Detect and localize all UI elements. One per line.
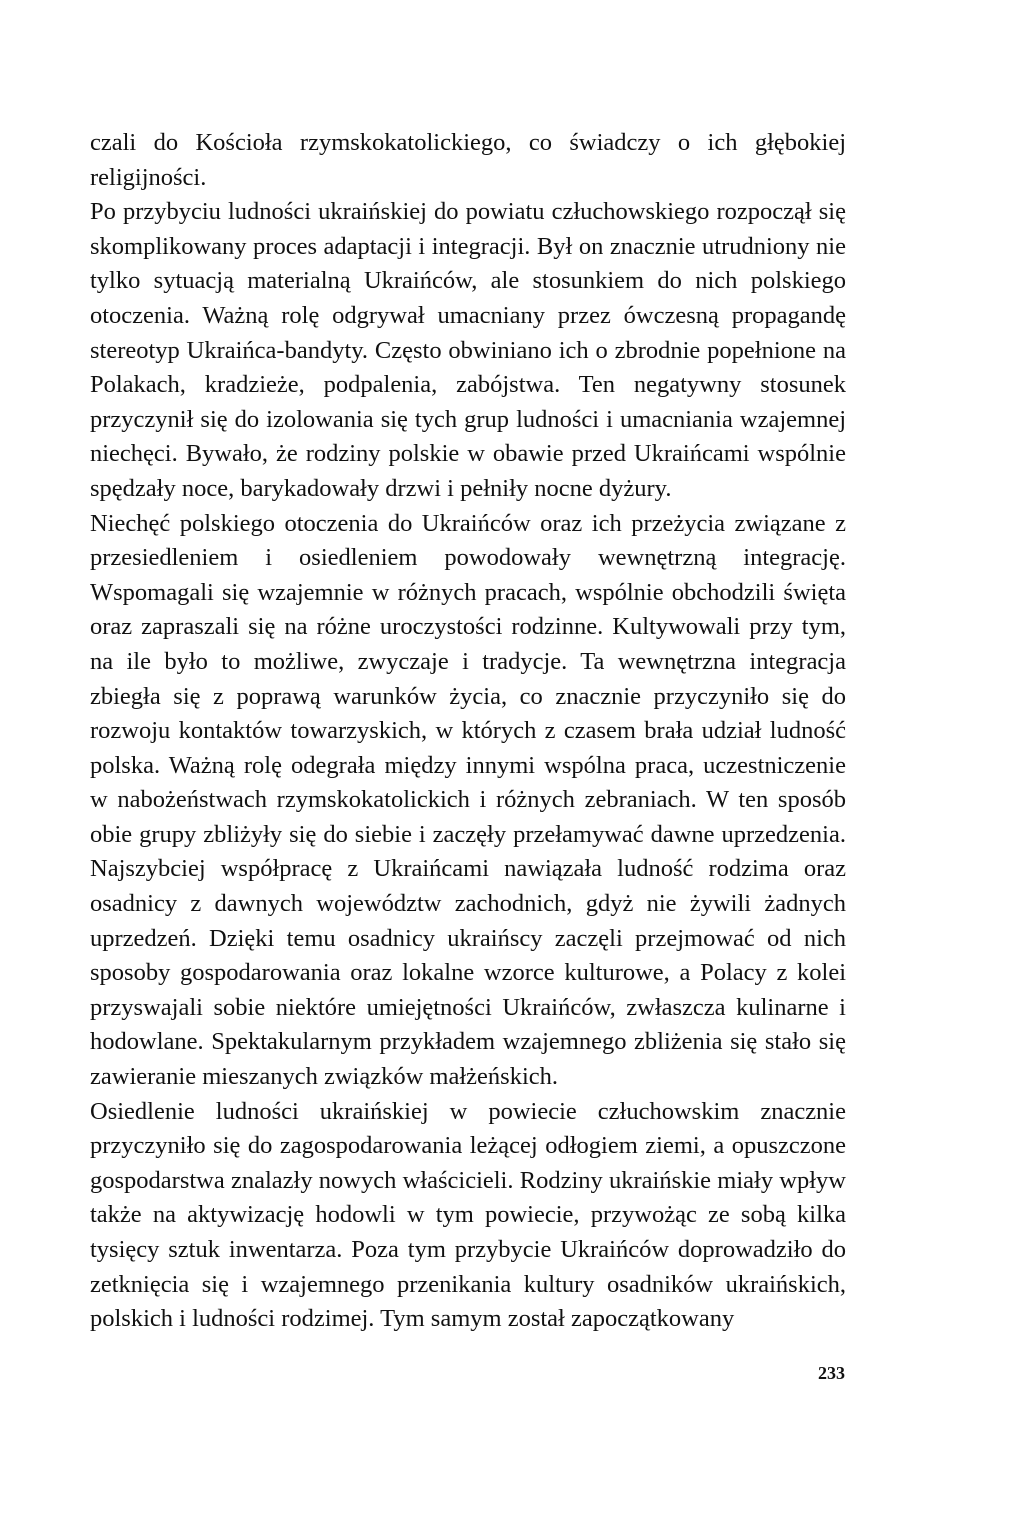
body-text: [90, 126, 846, 1337]
paragraph-4: Osiedlenie ludności ukraińskiej w powiecie człuchowskim znacznie przyczyniło się do zagospodarowania leżącej odłogiem ziemi, a opuszczone gospodarstwa znalazły nowych właścicieli. Rodziny ukraińskie miały wpływ także na aktywizację hodowli w tym powiecie, przywożąc ze sobą kilka tysięcy sztuk inwentarza. Poza tym przybycie Ukraińców doprowadziło do zetknięcia się i wzajemnego przenikania kultury osadników ukraińskich, polskich i ludności rodzimej. Tym samym został zapoczątkowany: [90, 1097, 846, 1333]
paragraph-1: czali do Kościoła rzymskokatolickiego, co świadczy o ich głębokiej religijności.: [90, 129, 846, 191]
paragraph-2: Po przybyciu ludności ukraińskiej do powiatu człuchowskiego rozpoczął się skomplikowany proces adaptacji i integracji. Był on znacznie utrudniony nie tylko sytuacją materialną Ukraińców, ale stosunkiem do nich polskiego otoczenia. Ważną rolę odgrywał umacniany przez ówczesną propagandę stereotyp Ukraińca-bandyty. Często obwiniano ich o zbrodnie popełnione na Polakach, kradzieże, podpalenia, zabójstwa. Ten negatywny stosunek przyczynił się do izolowania się tych grup ludności i umacniania wzajemnej niechęci. Bywało, że rodziny polskie w obawie przed Ukraińcami wspólnie spędzały noce, barykadowały drzwi i pełniły nocne dyżury.: [90, 198, 846, 502]
paragraph-3: Niechęć polskiego otoczenia do Ukraińców oraz ich przeżycia związane z przesiedleniem i osiedleniem powodowały wewnętrzną integrację. Wspomagali się wzajemnie w różnych pracach, wspólnie obchodzili święta oraz zapraszali się na różne uroczystości rodzinne. Kultywowali przy tym, na ile było to możliwe, zwyczaje i tradycje. Ta wewnętrzna integracja zbiegła się z poprawą warunków życia, co znacznie przyczyniło się do rozwoju kontaktów towarzyskich, w których z czasem brała udział ludność polska. Ważną rolę odegrała między innymi wspólna praca, uczestniczenie w nabożeństwach rzymskokatolickich i różnych zebraniach. W ten sposób obie grupy zbliżyły się do siebie i zaczęły przełamywać dawne uprzedzenia. Najszybciej współpracę z Ukraińcami nawiązała ludność rodzima oraz osadnicy z dawnych województw zachodnich, gdyż nie żywili żadnych uprzedzeń. Dzięki temu osadnicy ukraińscy zaczęli przejmować od nich sposoby gospodarowania oraz lokalne wzorce kulturowe, a Polacy z kolei przyswajali sobie niektóre umiejętności Ukraińców, zwłaszcza kulinarne i hodowlane. Spektakularnym przykładem wzajemnego zbliżenia się stało się zawieranie mieszanych związków małżeńskich.: [90, 509, 846, 1091]
page-number: 233: [818, 1363, 845, 1383]
